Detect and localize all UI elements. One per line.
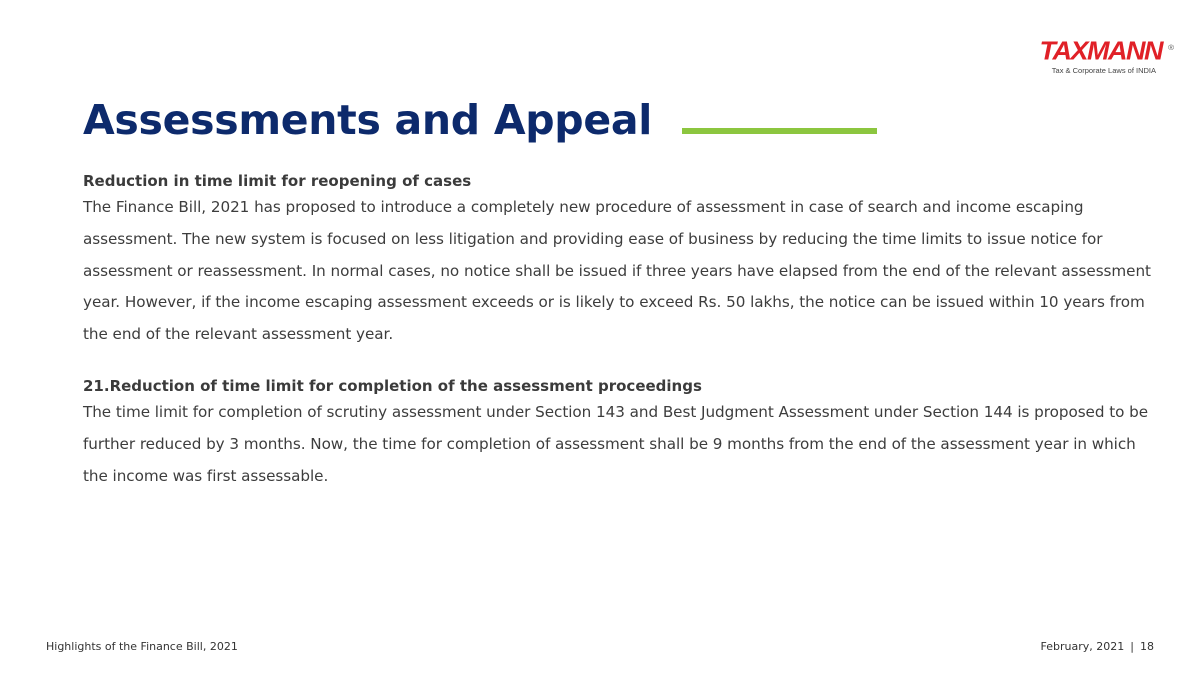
section-heading: 21.Reduction of time limit for completion of the assessment proceedings — [83, 376, 702, 395]
footer-date: February, 2021 — [1040, 640, 1125, 653]
section-assessment-completion — [83, 375, 1158, 492]
logo-tagline: Tax & Corporate Laws of INDIA — [1051, 66, 1156, 75]
logo-word: TAXMANN — [1039, 36, 1162, 66]
section-heading: Reduction in time limit for reopening of cases — [83, 172, 472, 190]
footer-date-page — [1041, 640, 1154, 653]
section-reopening-cases — [83, 170, 1158, 351]
title-row — [83, 96, 877, 144]
logo-wordmark — [1039, 36, 1174, 66]
footer-separator: | — [1130, 640, 1134, 653]
section-body: The time limit for completion of scrutiny assessment under Section 143 and Best Judgment Assessment under Section 144 is proposed to be further reduced by 3 months. Now, the time for completion of assessment shall be 9 months from the end of the assessment year in which the income was first assessable. — [83, 402, 1149, 485]
page-number: 18 — [1140, 640, 1154, 653]
section-body: The Finance Bill, 2021 has proposed to introduce a completely new procedure of assessment in case of search and income escaping assessment. The new system is focused on less litigation and providing ease of business by reducing the time limits to issue notice for assessment or reassessment. In normal cases, no notice shall be issued if three years have elapsed from the end of the relevant assessment year. However, if the income escaping assessment exceeds or is likely to exceed Rs. 50 lakhs, the notice can be issued within 10 years from the end of the relevant assessment year. — [83, 198, 1151, 344]
page-title: Assessments and Appeal — [83, 96, 652, 144]
content-area — [83, 170, 1158, 516]
logo-registered-mark: ® — [1168, 43, 1174, 52]
footer-document-title: Highlights of the Finance Bill, 2021 — [46, 640, 238, 653]
title-accent-bar — [682, 128, 877, 134]
taxmann-logo — [1037, 36, 1174, 75]
